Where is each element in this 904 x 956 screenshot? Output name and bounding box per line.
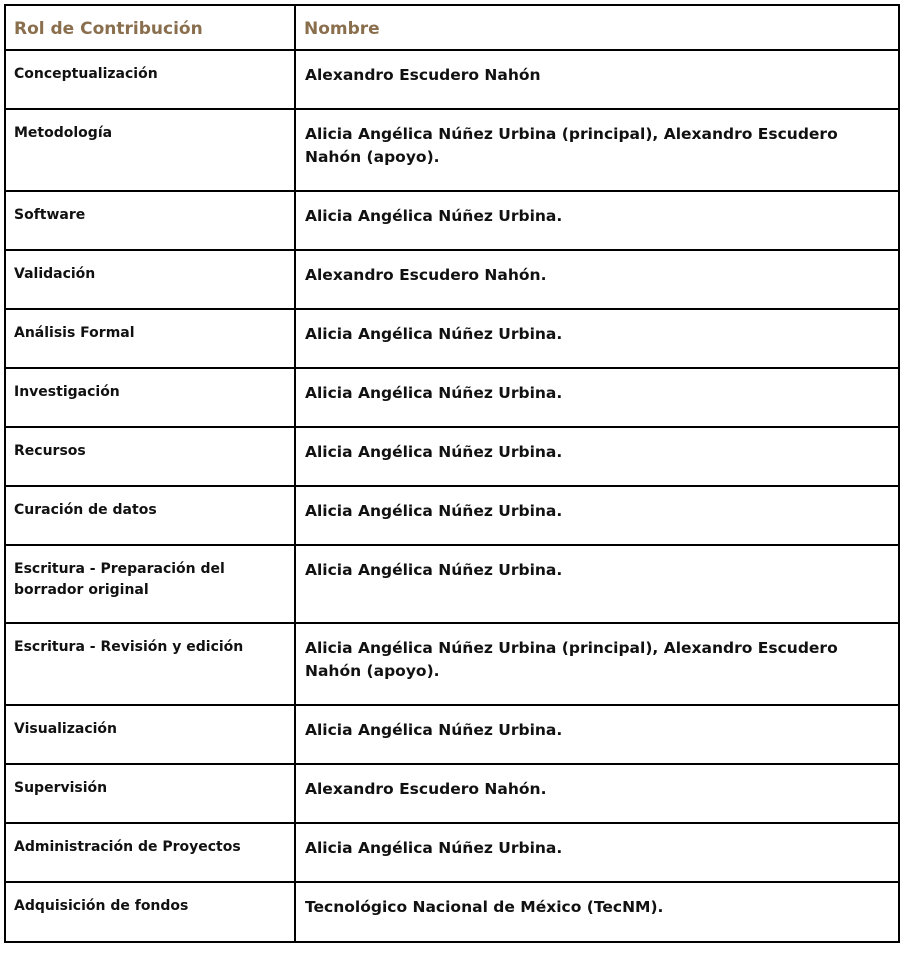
table-row [5,191,899,250]
table-row [5,486,899,545]
role-cell: Supervisión [5,764,295,823]
role-cell: Escritura - Preparación del borrador original [5,545,295,623]
role-cell: Software [5,191,295,250]
table-row [5,705,899,764]
role-cell: Investigación [5,368,295,427]
role-cell: Adquisición de fondos [5,882,295,942]
name-cell: Alexandro Escudero Nahón. [295,250,899,309]
table-row [5,545,899,623]
role-cell: Visualización [5,705,295,764]
table-header-row [5,5,899,50]
name-cell: Alicia Angélica Núñez Urbina. [295,191,899,250]
role-cell: Conceptualización [5,50,295,109]
name-cell: Alicia Angélica Núñez Urbina. [295,545,899,623]
table-row [5,368,899,427]
role-cell: Curación de datos [5,486,295,545]
table-row [5,764,899,823]
name-cell: Alicia Angélica Núñez Urbina. [295,427,899,486]
name-cell: Alicia Angélica Núñez Urbina. [295,486,899,545]
role-cell: Validación [5,250,295,309]
name-cell: Tecnológico Nacional de México (TecNM). [295,882,899,942]
role-cell: Metodología [5,109,295,191]
name-cell: Alicia Angélica Núñez Urbina. [295,309,899,368]
name-cell: Alexandro Escudero Nahón [295,50,899,109]
name-cell: Alicia Angélica Núñez Urbina. [295,823,899,882]
column-header-name: Nombre [295,5,899,50]
role-cell: Escritura - Revisión y edición [5,623,295,705]
table-row [5,309,899,368]
role-cell: Administración de Proyectos [5,823,295,882]
role-cell: Análisis Formal [5,309,295,368]
name-cell: Alicia Angélica Núñez Urbina (principal), Alexandro Escudero Nahón (apoyo). [295,109,899,191]
table-row [5,50,899,109]
role-cell: Recursos [5,427,295,486]
table-row [5,823,899,882]
name-cell: Alicia Angélica Núñez Urbina. [295,368,899,427]
name-cell: Alicia Angélica Núñez Urbina (principal), Alexandro Escudero Nahón (apoyo). [295,623,899,705]
name-cell: Alexandro Escudero Nahón. [295,764,899,823]
table-row [5,427,899,486]
column-header-role: Rol de Contribución [5,5,295,50]
table-row [5,250,899,309]
table-row [5,882,899,942]
contribution-table [4,4,900,943]
table-row [5,109,899,191]
table-row [5,623,899,705]
name-cell: Alicia Angélica Núñez Urbina. [295,705,899,764]
